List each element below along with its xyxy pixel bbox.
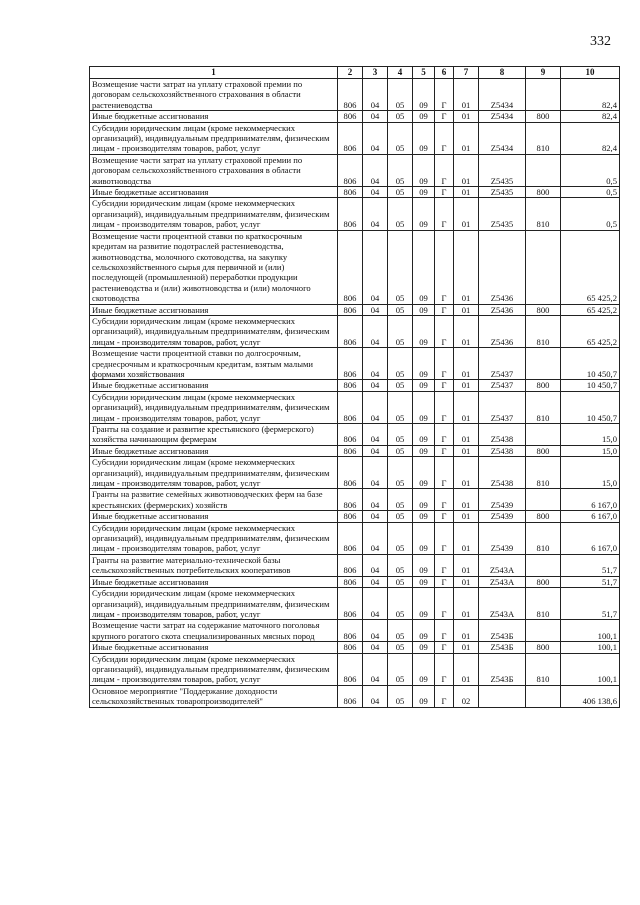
row-name-cell: Возмещение части затрат на уплату страховой премии по договорам сельскохозяйственного страхования в области животноводства (90, 154, 338, 186)
program-code-cell: 09 (413, 685, 435, 707)
activity-code-cell: 01 (454, 620, 479, 642)
target-article-cell: Z5434 (479, 111, 526, 122)
subprogram-code-cell: Г (435, 554, 454, 576)
subsection-code-cell: 05 (388, 554, 413, 576)
ministry-code-cell: 806 (338, 576, 363, 587)
ministry-code-cell: 806 (338, 620, 363, 642)
target-article-cell: Z543А (479, 554, 526, 576)
row-name-cell: Иные бюджетные ассигнования (90, 511, 338, 522)
program-code-cell: 09 (413, 187, 435, 198)
subsection-code-cell: 05 (388, 380, 413, 391)
expense-type-cell: 810 (526, 315, 561, 347)
ministry-code-cell: 806 (338, 445, 363, 456)
ministry-code-cell: 806 (338, 457, 363, 489)
ministry-code-cell: 806 (338, 424, 363, 446)
column-header: 1 (90, 67, 338, 79)
subprogram-code-cell: Г (435, 642, 454, 653)
program-code-cell: 09 (413, 230, 435, 304)
subsection-code-cell: 05 (388, 111, 413, 122)
section-code-cell: 04 (363, 576, 388, 587)
subprogram-code-cell: Г (435, 424, 454, 446)
row-name-cell: Субсидии юридическим лицам (кроме некоммерческих организаций), индивидуальным предпринимателям, физическим лицам - производителям товаров, работ, услуг (90, 653, 338, 685)
activity-code-cell: 01 (454, 511, 479, 522)
subsection-code-cell: 05 (388, 154, 413, 186)
amount-cell: 82,4 (561, 122, 620, 154)
subsection-code-cell: 05 (388, 642, 413, 653)
ministry-code-cell: 806 (338, 111, 363, 122)
table-row (90, 424, 620, 446)
row-name-cell: Возмещение части затрат на содержание маточного поголовья крупного рогатого скота специализированных мясных пород (90, 620, 338, 642)
target-article-cell: Z5436 (479, 304, 526, 315)
row-name-cell: Иные бюджетные ассигнования (90, 445, 338, 456)
subprogram-code-cell: Г (435, 457, 454, 489)
subprogram-code-cell: Г (435, 111, 454, 122)
expense-type-cell: 800 (526, 642, 561, 653)
amount-cell: 0,5 (561, 198, 620, 230)
activity-code-cell: 01 (454, 653, 479, 685)
row-name-cell: Иные бюджетные ассигнования (90, 111, 338, 122)
activity-code-cell: 01 (454, 230, 479, 304)
amount-cell: 6 167,0 (561, 511, 620, 522)
activity-code-cell: 01 (454, 588, 479, 620)
amount-cell: 15,0 (561, 457, 620, 489)
subprogram-code-cell: Г (435, 588, 454, 620)
section-code-cell: 04 (363, 489, 388, 511)
amount-cell: 6 167,0 (561, 522, 620, 554)
activity-code-cell: 01 (454, 391, 479, 423)
activity-code-cell: 01 (454, 154, 479, 186)
program-code-cell: 09 (413, 554, 435, 576)
program-code-cell: 09 (413, 111, 435, 122)
activity-code-cell: 01 (454, 576, 479, 587)
table-row (90, 445, 620, 456)
target-article-cell: Z5434 (479, 122, 526, 154)
target-article-cell: Z543Б (479, 653, 526, 685)
row-name-cell: Субсидии юридическим лицам (кроме некоммерческих организаций), индивидуальным предпринимателям, физическим лицам - производителям товаров, работ, услуг (90, 122, 338, 154)
row-name-cell: Субсидии юридическим лицам (кроме некоммерческих организаций), индивидуальным предпринимателям, физическим лицам - производителям товаров, работ, услуг (90, 457, 338, 489)
expense-type-cell: 800 (526, 511, 561, 522)
row-name-cell: Гранты на создание и развитие крестьянского (фермерского) хозяйства начинающим фермерам (90, 424, 338, 446)
amount-cell: 6 167,0 (561, 489, 620, 511)
ministry-code-cell: 806 (338, 522, 363, 554)
subprogram-code-cell: Г (435, 685, 454, 707)
row-name-cell: Иные бюджетные ассигнования (90, 642, 338, 653)
expense-type-cell: 810 (526, 653, 561, 685)
expense-type-cell: 800 (526, 187, 561, 198)
subprogram-code-cell: Г (435, 315, 454, 347)
program-code-cell: 09 (413, 315, 435, 347)
subprogram-code-cell: Г (435, 576, 454, 587)
section-code-cell: 04 (363, 653, 388, 685)
expense-type-cell (526, 489, 561, 511)
ministry-code-cell: 806 (338, 315, 363, 347)
subsection-code-cell: 05 (388, 489, 413, 511)
ministry-code-cell: 806 (338, 79, 363, 111)
row-name-cell: Иные бюджетные ассигнования (90, 187, 338, 198)
program-code-cell: 09 (413, 522, 435, 554)
ministry-code-cell: 806 (338, 588, 363, 620)
subprogram-code-cell: Г (435, 348, 454, 380)
row-name-cell: Гранты на развитие материально-технической базы сельскохозяйственных потребительских кооперативов (90, 554, 338, 576)
table-body (90, 79, 620, 708)
subsection-code-cell: 05 (388, 187, 413, 198)
activity-code-cell: 01 (454, 315, 479, 347)
table-row (90, 122, 620, 154)
activity-code-cell: 01 (454, 554, 479, 576)
expense-type-cell: 800 (526, 445, 561, 456)
activity-code-cell: 02 (454, 685, 479, 707)
table-row (90, 522, 620, 554)
expense-type-cell (526, 348, 561, 380)
subsection-code-cell: 05 (388, 304, 413, 315)
activity-code-cell: 01 (454, 198, 479, 230)
column-header: 8 (479, 67, 526, 79)
expense-type-cell (526, 620, 561, 642)
subprogram-code-cell: Г (435, 154, 454, 186)
expense-type-cell: 810 (526, 391, 561, 423)
amount-cell: 82,4 (561, 79, 620, 111)
column-header: 3 (363, 67, 388, 79)
section-code-cell: 04 (363, 588, 388, 620)
amount-cell: 15,0 (561, 424, 620, 446)
section-code-cell: 04 (363, 391, 388, 423)
program-code-cell: 09 (413, 304, 435, 315)
activity-code-cell: 01 (454, 348, 479, 380)
row-name-cell: Гранты на развитие семейных животноводческих ферм на базе крестьянских (фермерских) хозяйств (90, 489, 338, 511)
activity-code-cell: 01 (454, 489, 479, 511)
amount-cell: 100,1 (561, 642, 620, 653)
expense-type-cell: 810 (526, 122, 561, 154)
section-code-cell: 04 (363, 457, 388, 489)
program-code-cell: 09 (413, 198, 435, 230)
row-name-cell: Субсидии юридическим лицам (кроме некоммерческих организаций), индивидуальным предпринимателям, физическим лицам - производителям товаров, работ, услуг (90, 391, 338, 423)
expense-type-cell (526, 230, 561, 304)
amount-cell: 65 425,2 (561, 315, 620, 347)
amount-cell: 100,1 (561, 653, 620, 685)
target-article-cell: Z5439 (479, 511, 526, 522)
expense-type-cell: 800 (526, 111, 561, 122)
table-row (90, 620, 620, 642)
subprogram-code-cell: Г (435, 511, 454, 522)
activity-code-cell: 01 (454, 187, 479, 198)
column-header: 4 (388, 67, 413, 79)
section-code-cell: 04 (363, 424, 388, 446)
activity-code-cell: 01 (454, 642, 479, 653)
subprogram-code-cell: Г (435, 122, 454, 154)
section-code-cell: 04 (363, 122, 388, 154)
subsection-code-cell: 05 (388, 457, 413, 489)
expense-type-cell (526, 154, 561, 186)
row-name-cell: Возмещение части затрат на уплату страховой премии по договорам сельскохозяйственного страхования в области растениеводства (90, 79, 338, 111)
row-name-cell: Возмещение части процентной ставки по краткосрочным кредитам на развитие подотраслей растениеводства, животноводства, молочного скотоводства, на закупку сельскохозяйственного сырья для первичной и (или) последующей (промышленной) переработки продукции растениеводства и (или) животноводства и (или) молочного скотоводства (90, 230, 338, 304)
subsection-code-cell: 05 (388, 230, 413, 304)
section-code-cell: 04 (363, 511, 388, 522)
ministry-code-cell: 806 (338, 554, 363, 576)
activity-code-cell: 01 (454, 304, 479, 315)
page-number: 332 (590, 34, 611, 49)
expense-type-cell (526, 79, 561, 111)
subprogram-code-cell: Г (435, 620, 454, 642)
section-code-cell: 04 (363, 111, 388, 122)
budget-table (89, 66, 620, 708)
ministry-code-cell: 806 (338, 187, 363, 198)
amount-cell: 82,4 (561, 111, 620, 122)
expense-type-cell: 810 (526, 522, 561, 554)
subsection-code-cell: 05 (388, 79, 413, 111)
subprogram-code-cell: Г (435, 489, 454, 511)
target-article-cell: Z543Б (479, 620, 526, 642)
column-header: 2 (338, 67, 363, 79)
target-article-cell: Z5436 (479, 315, 526, 347)
target-article-cell: Z543А (479, 588, 526, 620)
ministry-code-cell: 806 (338, 380, 363, 391)
expense-type-cell: 810 (526, 457, 561, 489)
column-header: 5 (413, 67, 435, 79)
expense-type-cell: 800 (526, 576, 561, 587)
subprogram-code-cell: Г (435, 653, 454, 685)
target-article-cell: Z5437 (479, 391, 526, 423)
ministry-code-cell: 806 (338, 154, 363, 186)
amount-cell: 51,7 (561, 554, 620, 576)
target-article-cell: Z5436 (479, 230, 526, 304)
subsection-code-cell: 05 (388, 511, 413, 522)
target-article-cell: Z543А (479, 576, 526, 587)
section-code-cell: 04 (363, 642, 388, 653)
subprogram-code-cell: Г (435, 522, 454, 554)
ministry-code-cell: 806 (338, 653, 363, 685)
row-name-cell: Субсидии юридическим лицам (кроме некоммерческих организаций), индивидуальным предпринимателям, физическим лицам - производителям товаров, работ, услуг (90, 198, 338, 230)
subprogram-code-cell: Г (435, 380, 454, 391)
section-code-cell: 04 (363, 380, 388, 391)
ministry-code-cell: 806 (338, 348, 363, 380)
target-article-cell: Z5439 (479, 489, 526, 511)
program-code-cell: 09 (413, 653, 435, 685)
row-name-cell: Возмещение части процентной ставки по долгосрочным, среднесрочным и краткосрочным кредитам, взятым малыми формами хозяйствования (90, 348, 338, 380)
expense-type-cell (526, 554, 561, 576)
target-article-cell: Z5438 (479, 424, 526, 446)
activity-code-cell: 01 (454, 457, 479, 489)
row-name-cell: Субсидии юридическим лицам (кроме некоммерческих организаций), индивидуальным предпринимателям, физическим лицам - производителям товаров, работ, услуг (90, 522, 338, 554)
program-code-cell: 09 (413, 391, 435, 423)
program-code-cell: 09 (413, 511, 435, 522)
column-header: 6 (435, 67, 454, 79)
row-name-cell: Основное мероприятие "Поддержание доходности сельскохозяйственных товаропроизводителей" (90, 685, 338, 707)
subsection-code-cell: 05 (388, 391, 413, 423)
section-code-cell: 04 (363, 348, 388, 380)
amount-cell: 10 450,7 (561, 391, 620, 423)
section-code-cell: 04 (363, 685, 388, 707)
ministry-code-cell: 806 (338, 489, 363, 511)
activity-code-cell: 01 (454, 79, 479, 111)
subsection-code-cell: 05 (388, 685, 413, 707)
ministry-code-cell: 806 (338, 391, 363, 423)
target-article-cell: Z5438 (479, 445, 526, 456)
header-row (90, 67, 620, 79)
activity-code-cell: 01 (454, 122, 479, 154)
table-row (90, 154, 620, 186)
table-row (90, 187, 620, 198)
row-name-cell: Субсидии юридическим лицам (кроме некоммерческих организаций), индивидуальным предпринимателям, физическим лицам - производителям товаров, работ, услуг (90, 588, 338, 620)
expense-type-cell: 810 (526, 198, 561, 230)
section-code-cell: 04 (363, 304, 388, 315)
amount-cell: 100,1 (561, 620, 620, 642)
activity-code-cell: 01 (454, 380, 479, 391)
table-row (90, 554, 620, 576)
table-row (90, 642, 620, 653)
section-code-cell: 04 (363, 315, 388, 347)
section-code-cell: 04 (363, 522, 388, 554)
subsection-code-cell: 05 (388, 653, 413, 685)
target-article-cell: Z5437 (479, 380, 526, 391)
subprogram-code-cell: Г (435, 79, 454, 111)
subsection-code-cell: 05 (388, 522, 413, 554)
amount-cell: 51,7 (561, 576, 620, 587)
table-row (90, 304, 620, 315)
subprogram-code-cell: Г (435, 198, 454, 230)
section-code-cell: 04 (363, 154, 388, 186)
amount-cell: 65 425,2 (561, 230, 620, 304)
expense-type-cell: 800 (526, 304, 561, 315)
subsection-code-cell: 05 (388, 588, 413, 620)
column-header: 10 (561, 67, 620, 79)
program-code-cell: 09 (413, 489, 435, 511)
expense-type-cell (526, 424, 561, 446)
subprogram-code-cell: Г (435, 445, 454, 456)
table-row (90, 489, 620, 511)
ministry-code-cell: 806 (338, 122, 363, 154)
subsection-code-cell: 05 (388, 122, 413, 154)
activity-code-cell: 01 (454, 424, 479, 446)
target-article-cell: Z5435 (479, 198, 526, 230)
program-code-cell: 09 (413, 154, 435, 186)
program-code-cell: 09 (413, 457, 435, 489)
ministry-code-cell: 806 (338, 642, 363, 653)
subsection-code-cell: 05 (388, 315, 413, 347)
program-code-cell: 09 (413, 79, 435, 111)
subsection-code-cell: 05 (388, 424, 413, 446)
program-code-cell: 09 (413, 445, 435, 456)
subsection-code-cell: 05 (388, 620, 413, 642)
ministry-code-cell: 806 (338, 511, 363, 522)
amount-cell: 65 425,2 (561, 304, 620, 315)
program-code-cell: 09 (413, 424, 435, 446)
ministry-code-cell: 806 (338, 198, 363, 230)
program-code-cell: 09 (413, 576, 435, 587)
amount-cell: 0,5 (561, 187, 620, 198)
ministry-code-cell: 806 (338, 230, 363, 304)
expense-type-cell: 810 (526, 588, 561, 620)
program-code-cell: 09 (413, 348, 435, 380)
table-row (90, 348, 620, 380)
program-code-cell: 09 (413, 588, 435, 620)
amount-cell: 0,5 (561, 154, 620, 186)
table-row (90, 511, 620, 522)
column-header: 7 (454, 67, 479, 79)
program-code-cell: 09 (413, 642, 435, 653)
target-article-cell: Z543Б (479, 642, 526, 653)
section-code-cell: 04 (363, 620, 388, 642)
section-code-cell: 04 (363, 79, 388, 111)
amount-cell: 51,7 (561, 588, 620, 620)
target-article-cell: Z5434 (479, 79, 526, 111)
ministry-code-cell: 806 (338, 304, 363, 315)
table-row (90, 198, 620, 230)
program-code-cell: 09 (413, 620, 435, 642)
amount-cell: 10 450,7 (561, 380, 620, 391)
amount-cell: 15,0 (561, 445, 620, 456)
program-code-cell: 09 (413, 380, 435, 391)
table-row (90, 588, 620, 620)
amount-cell: 10 450,7 (561, 348, 620, 380)
target-article-cell: Z5437 (479, 348, 526, 380)
row-name-cell: Субсидии юридическим лицам (кроме некоммерческих организаций), индивидуальным предпринимателям, физическим лицам - производителям товаров, работ, услуг (90, 315, 338, 347)
table-row (90, 111, 620, 122)
table-row (90, 576, 620, 587)
target-article-cell: Z5439 (479, 522, 526, 554)
subprogram-code-cell: Г (435, 230, 454, 304)
ministry-code-cell: 806 (338, 685, 363, 707)
program-code-cell: 09 (413, 122, 435, 154)
row-name-cell: Иные бюджетные ассигнования (90, 304, 338, 315)
activity-code-cell: 01 (454, 522, 479, 554)
subprogram-code-cell: Г (435, 187, 454, 198)
table-row (90, 457, 620, 489)
table-row (90, 391, 620, 423)
target-article-cell (479, 685, 526, 707)
table-row (90, 380, 620, 391)
table-row (90, 79, 620, 111)
column-header: 9 (526, 67, 561, 79)
section-code-cell: 04 (363, 554, 388, 576)
section-code-cell: 04 (363, 187, 388, 198)
table-row (90, 315, 620, 347)
table-row (90, 685, 620, 707)
expense-type-cell (526, 685, 561, 707)
table-row (90, 230, 620, 304)
activity-code-cell: 01 (454, 445, 479, 456)
subsection-code-cell: 05 (388, 445, 413, 456)
target-article-cell: Z5438 (479, 457, 526, 489)
section-code-cell: 04 (363, 445, 388, 456)
subsection-code-cell: 05 (388, 348, 413, 380)
target-article-cell: Z5435 (479, 154, 526, 186)
subprogram-code-cell: Г (435, 391, 454, 423)
target-article-cell: Z5435 (479, 187, 526, 198)
subsection-code-cell: 05 (388, 198, 413, 230)
section-code-cell: 04 (363, 198, 388, 230)
activity-code-cell: 01 (454, 111, 479, 122)
expense-type-cell: 800 (526, 380, 561, 391)
table-row (90, 653, 620, 685)
row-name-cell: Иные бюджетные ассигнования (90, 380, 338, 391)
subprogram-code-cell: Г (435, 304, 454, 315)
subsection-code-cell: 05 (388, 576, 413, 587)
amount-cell: 406 138,6 (561, 685, 620, 707)
section-code-cell: 04 (363, 230, 388, 304)
row-name-cell: Иные бюджетные ассигнования (90, 576, 338, 587)
